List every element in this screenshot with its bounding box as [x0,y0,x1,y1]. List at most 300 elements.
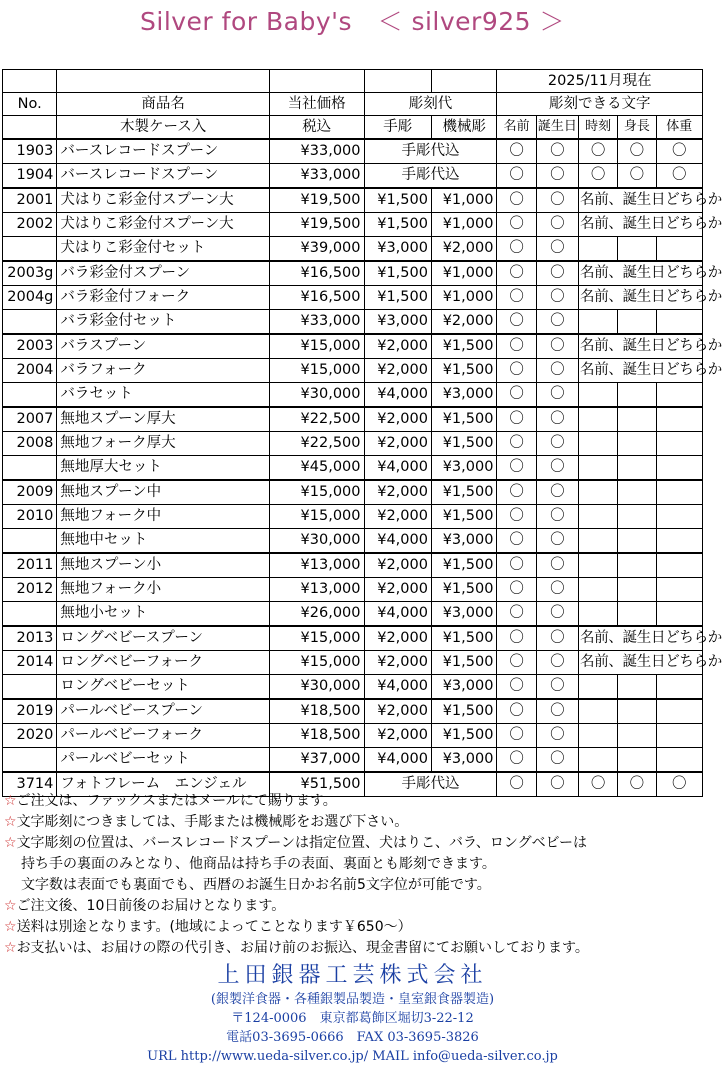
row-number: 2007 [3,407,57,432]
sub-hand-header: 手彫 [364,116,431,140]
row-chars-note: 名前、誕生日どちらか [579,188,703,213]
table-row [3,213,703,237]
row-number [3,310,57,335]
row-chars-height [618,310,656,335]
row-engrave-fee: 手彫代込 [364,139,497,164]
row-hand-fee: ¥4,000 [364,602,431,627]
row-machine-fee: ¥1,500 [431,432,496,456]
row-chars-time [579,407,618,432]
row-chars-birthday: 〇 [536,602,578,627]
row-chars-birthday: 〇 [536,213,578,237]
row-price: ¥33,000 [269,164,364,189]
row-chars-time [579,602,618,627]
sub-name-header: 木製ケース入 [57,116,269,140]
notes-list [4,791,704,959]
row-chars-note: 名前、誕生日どちらか [579,213,703,237]
note-text: ご注文は、ファックスまたはメールにて賜ります。 [16,793,337,809]
row-machine-fee: ¥3,000 [431,383,496,408]
row-hand-fee: ¥2,000 [364,407,431,432]
row-chars-time [579,748,618,773]
row-chars-name: 〇 [497,164,536,189]
sub-birthday-header: 誕生日 [536,116,578,140]
row-chars-height [618,407,656,432]
row-number: 2001 [3,188,57,213]
row-engrave-fee: 手彫代込 [364,164,497,189]
row-machine-fee: ¥1,000 [431,213,496,237]
row-hand-fee: ¥1,500 [364,261,431,286]
row-product-name: バラフォーク [57,359,269,383]
row-chars-time [579,505,618,529]
row-chars-name: 〇 [497,188,536,213]
row-product-name: バラ彩金付セット [57,310,269,335]
row-price: ¥15,000 [269,505,364,529]
row-product-name: 無地スプーン中 [57,480,269,505]
company-phone: 電話03-3695-0666 FAX 03-3695-3826 [226,1030,479,1045]
table-row [3,407,703,432]
row-product-name: パールベビースプーン [57,699,269,724]
row-machine-fee: ¥1,500 [431,407,496,432]
row-hand-fee: ¥1,500 [364,286,431,310]
row-price: ¥16,500 [269,286,364,310]
table-row [3,699,703,724]
row-product-name: バラ彩金付スプーン [57,261,269,286]
row-hand-fee: ¥2,000 [364,699,431,724]
row-chars-height [618,675,656,700]
row-product-name: 無地フォーク厚大 [57,432,269,456]
page-title: Silver for Baby's ＜ silver925 ＞ [140,7,565,36]
row-machine-fee: ¥1,500 [431,553,496,578]
row-chars-weight [656,407,702,432]
row-price: ¥19,500 [269,188,364,213]
row-chars-time [579,529,618,554]
row-chars-name: 〇 [497,772,536,797]
star-icon: ☆ [4,835,17,851]
table-row [3,480,703,505]
row-chars-time: 〇 [579,772,618,797]
row-chars-birthday: 〇 [536,553,578,578]
row-price: ¥15,000 [269,334,364,359]
row-number: 2002 [3,213,57,237]
row-number: 2019 [3,699,57,724]
row-price: ¥22,500 [269,407,364,432]
row-chars-name: 〇 [497,383,536,408]
star-icon: ☆ [4,814,17,830]
row-hand-fee: ¥2,000 [364,359,431,383]
note-text: 文字数は表面でも裏面でも、西暦のお誕生日かお名前5文字位が可能です。 [21,877,491,893]
row-chars-birthday: 〇 [536,651,578,675]
row-number: 2011 [3,553,57,578]
row-chars-name: 〇 [497,139,536,164]
row-machine-fee: ¥3,000 [431,748,496,773]
row-product-name: パールベビーセット [57,748,269,773]
row-price: ¥37,000 [269,748,364,773]
row-chars-weight [656,602,702,627]
row-number: 2020 [3,724,57,748]
row-number: 2010 [3,505,57,529]
note-text: 文字彫刻につきましては、手彫または機械彫をお選び下さい。 [16,814,409,830]
row-chars-name: 〇 [497,310,536,335]
sub-machine-header: 機械彫 [431,116,496,140]
row-machine-fee: ¥1,500 [431,626,496,651]
row-chars-name: 〇 [497,261,536,286]
row-chars-weight [656,432,702,456]
row-hand-fee: ¥2,000 [364,505,431,529]
table-row [3,237,703,262]
company-name: 上田銀器工芸株式会社 [217,963,488,988]
row-machine-fee: ¥1,500 [431,651,496,675]
row-price: ¥22,500 [269,432,364,456]
row-number: 1903 [3,139,57,164]
row-product-name: バラスプーン [57,334,269,359]
row-chars-birthday: 〇 [536,432,578,456]
row-machine-fee: ¥1,500 [431,505,496,529]
row-hand-fee: ¥2,000 [364,626,431,651]
row-chars-name: 〇 [497,699,536,724]
row-chars-height: 〇 [618,772,656,797]
row-chars-weight [656,529,702,554]
table-row [3,578,703,602]
sub-height-header: 身長 [618,116,656,140]
table-row [3,188,703,213]
table-row [3,359,703,383]
row-chars-note: 名前、誕生日どちらか [579,286,703,310]
table-row [3,602,703,627]
row-product-name: 無地スプーン小 [57,553,269,578]
row-product-name: バースレコードスプーン [57,164,269,189]
row-chars-time [579,480,618,505]
row-chars-time [579,456,618,481]
row-chars-weight [656,237,702,262]
row-chars-weight [656,505,702,529]
row-chars-name: 〇 [497,651,536,675]
row-chars-birthday: 〇 [536,505,578,529]
row-chars-time [579,383,618,408]
row-chars-weight [656,675,702,700]
row-chars-birthday: 〇 [536,456,578,481]
col-engrave-chars-header: 彫刻できる文字 [497,93,703,116]
row-chars-note: 名前、誕生日どちらか [579,359,703,383]
row-number: 2008 [3,432,57,456]
row-price: ¥51,500 [269,772,364,797]
row-chars-weight [656,310,702,335]
row-chars-name: 〇 [497,578,536,602]
row-product-name: バースレコードスプーン [57,139,269,164]
row-price: ¥15,000 [269,651,364,675]
row-product-name: 無地厚大セット [57,456,269,481]
row-chars-name: 〇 [497,480,536,505]
table-row [3,432,703,456]
row-hand-fee: ¥2,000 [364,578,431,602]
row-chars-weight [656,724,702,748]
company-info [0,962,705,1066]
row-chars-height [618,748,656,773]
table-row [3,724,703,748]
row-chars-time [579,310,618,335]
row-chars-weight [656,553,702,578]
row-number: 2003 [3,334,57,359]
row-number [3,383,57,408]
row-price: ¥26,000 [269,602,364,627]
row-machine-fee: ¥3,000 [431,675,496,700]
row-machine-fee: ¥1,500 [431,480,496,505]
row-chars-birthday: 〇 [536,699,578,724]
row-product-name: 犬はりこ彩金付セット [57,237,269,262]
row-machine-fee: ¥1,000 [431,286,496,310]
row-chars-weight [656,383,702,408]
row-chars-birthday: 〇 [536,626,578,651]
note-text: 送料は別途となります。(地域によってことなります￥650～） [16,919,412,935]
date-label: 2025/11月現在 [497,70,703,93]
row-product-name: ロングベビーセット [57,675,269,700]
row-price: ¥18,500 [269,699,364,724]
row-price: ¥39,000 [269,237,364,262]
row-chars-name: 〇 [497,553,536,578]
row-chars-height [618,578,656,602]
star-icon: ☆ [4,940,17,956]
row-hand-fee: ¥2,000 [364,480,431,505]
star-icon: ☆ [4,793,17,809]
col-price-header: 当社価格 [269,93,364,116]
row-product-name: バラセット [57,383,269,408]
table-row [3,334,703,359]
row-chars-note: 名前、誕生日どちらか [579,626,703,651]
table-row [3,456,703,481]
row-chars-time [579,724,618,748]
row-chars-birthday: 〇 [536,480,578,505]
row-hand-fee: ¥4,000 [364,383,431,408]
row-chars-height [618,432,656,456]
row-chars-name: 〇 [497,505,536,529]
row-number [3,529,57,554]
row-price: ¥30,000 [269,675,364,700]
row-machine-fee: ¥2,000 [431,237,496,262]
row-chars-weight [656,456,702,481]
company-web: URL http://www.ueda-silver.co.jp/ MAIL info@ueda-silver.co.jp [147,1049,558,1064]
row-price: ¥18,500 [269,724,364,748]
row-product-name: フォトフレーム エンジェル [57,772,269,797]
row-chars-name: 〇 [497,286,536,310]
row-machine-fee: ¥3,000 [431,529,496,554]
row-machine-fee: ¥1,500 [431,699,496,724]
row-hand-fee: ¥1,500 [364,188,431,213]
table-row [3,383,703,408]
row-chars-birthday: 〇 [536,286,578,310]
row-chars-height: 〇 [618,139,656,164]
row-chars-birthday: 〇 [536,675,578,700]
col-engrave-fee-header: 彫刻代 [364,93,497,116]
row-number: 1904 [3,164,57,189]
row-number: 3714 [3,772,57,797]
note-item [4,896,704,917]
row-chars-time: 〇 [579,164,618,189]
row-chars-note: 名前、誕生日どちらか [579,651,703,675]
table-row [3,553,703,578]
row-hand-fee: ¥2,000 [364,724,431,748]
row-chars-birthday: 〇 [536,310,578,335]
row-hand-fee: ¥4,000 [364,456,431,481]
row-product-name: パールベビーフォーク [57,724,269,748]
row-chars-birthday: 〇 [536,237,578,262]
note-item [4,812,704,833]
row-number [3,456,57,481]
row-chars-birthday: 〇 [536,383,578,408]
row-machine-fee: ¥3,000 [431,602,496,627]
row-product-name: ロングベビーフォーク [57,651,269,675]
row-chars-name: 〇 [497,748,536,773]
row-product-name: 無地スプーン厚大 [57,407,269,432]
row-chars-name: 〇 [497,456,536,481]
row-chars-name: 〇 [497,675,536,700]
table-row [3,651,703,675]
row-number: 2004g [3,286,57,310]
row-chars-height [618,553,656,578]
row-chars-birthday: 〇 [536,748,578,773]
table-row [3,310,703,335]
row-chars-time [579,432,618,456]
note-item [4,875,704,896]
row-hand-fee: ¥4,000 [364,529,431,554]
row-price: ¥13,000 [269,578,364,602]
row-number [3,675,57,700]
row-chars-height [618,724,656,748]
row-chars-time [579,553,618,578]
row-price: ¥45,000 [269,456,364,481]
company-description: (銀製洋食器・各種銀製品製造・皇室銀食器製造) [210,992,495,1007]
row-chars-name: 〇 [497,407,536,432]
row-chars-weight [656,480,702,505]
sub-name-chars-header: 名前 [497,116,536,140]
row-chars-weight: 〇 [656,164,702,189]
row-hand-fee: ¥2,000 [364,334,431,359]
row-product-name: 無地フォーク中 [57,505,269,529]
row-price: ¥15,000 [269,480,364,505]
row-chars-birthday: 〇 [536,261,578,286]
row-price: ¥16,500 [269,261,364,286]
note-item [4,854,704,875]
row-chars-name: 〇 [497,334,536,359]
table-row [3,505,703,529]
row-chars-height [618,383,656,408]
row-chars-time [579,675,618,700]
row-chars-birthday: 〇 [536,529,578,554]
row-chars-height [618,602,656,627]
row-number [3,237,57,262]
row-product-name: 犬はりこ彩金付スプーン大 [57,213,269,237]
row-machine-fee: ¥2,000 [431,310,496,335]
table-row [3,529,703,554]
note-text: 文字彫刻の位置は、バースレコードスプーンは指定位置、犬はりこ、バラ、ロングベビーは [16,835,588,851]
row-chars-weight [656,699,702,724]
row-chars-birthday: 〇 [536,578,578,602]
row-chars-height: 〇 [618,164,656,189]
note-item [4,917,704,938]
row-hand-fee: ¥2,000 [364,432,431,456]
row-number: 2004 [3,359,57,383]
row-hand-fee: ¥3,000 [364,237,431,262]
row-chars-height [618,699,656,724]
row-chars-note: 名前、誕生日どちらか [579,334,703,359]
row-chars-birthday: 〇 [536,139,578,164]
row-chars-height [618,505,656,529]
row-chars-name: 〇 [497,529,536,554]
row-machine-fee: ¥3,000 [431,456,496,481]
sub-price-header: 税込 [269,116,364,140]
row-machine-fee: ¥1,500 [431,578,496,602]
row-price: ¥13,000 [269,553,364,578]
row-product-name: 無地フォーク小 [57,578,269,602]
row-hand-fee: ¥1,500 [364,213,431,237]
star-icon: ☆ [4,919,17,935]
row-number [3,748,57,773]
row-number: 2009 [3,480,57,505]
table-row [3,626,703,651]
row-price: ¥30,000 [269,383,364,408]
row-chars-weight: 〇 [656,772,702,797]
row-chars-birthday: 〇 [536,359,578,383]
star-icon: ☆ [4,898,17,914]
row-chars-name: 〇 [497,602,536,627]
row-chars-birthday: 〇 [536,334,578,359]
row-hand-fee: ¥2,000 [364,651,431,675]
row-number [3,602,57,627]
row-chars-time [579,237,618,262]
row-engrave-fee: 手彫代込 [364,772,497,797]
note-item [4,791,704,812]
row-product-name: 無地中セット [57,529,269,554]
row-number: 2013 [3,626,57,651]
row-machine-fee: ¥1,500 [431,334,496,359]
note-item [4,833,704,854]
row-hand-fee: ¥4,000 [364,748,431,773]
row-chars-birthday: 〇 [536,724,578,748]
row-chars-weight [656,748,702,773]
row-chars-name: 〇 [497,359,536,383]
note-text: 持ち手の裏面のみとなり、他商品は持ち手の表面、裏面とも彫刻できます。 [21,856,496,872]
row-chars-birthday: 〇 [536,164,578,189]
row-price: ¥33,000 [269,139,364,164]
col-no-header: No. [3,93,57,116]
row-product-name: 無地小セット [57,602,269,627]
note-item [4,938,704,959]
sub-weight-header: 体重 [656,116,702,140]
note-text: お支払いは、お届けの際の代引き、お届け前のお振込、現金書留にてお願いしております。 [16,940,589,956]
row-machine-fee: ¥1,000 [431,188,496,213]
row-chars-name: 〇 [497,626,536,651]
row-number: 2014 [3,651,57,675]
row-chars-weight [656,578,702,602]
row-chars-birthday: 〇 [536,772,578,797]
table-row [3,164,703,189]
row-chars-height [618,237,656,262]
row-price: ¥19,500 [269,213,364,237]
row-chars-time: 〇 [579,139,618,164]
table-row [3,286,703,310]
row-chars-height [618,529,656,554]
row-chars-time [579,578,618,602]
table-row [3,675,703,700]
row-chars-birthday: 〇 [536,407,578,432]
row-product-name: 犬はりこ彩金付スプーン大 [57,188,269,213]
row-price: ¥33,000 [269,310,364,335]
row-number: 2012 [3,578,57,602]
row-product-name: バラ彩金付フォーク [57,286,269,310]
row-chars-birthday: 〇 [536,188,578,213]
row-price: ¥30,000 [269,529,364,554]
row-machine-fee: ¥1,500 [431,359,496,383]
row-number: 2003g [3,261,57,286]
row-chars-height [618,456,656,481]
row-chars-name: 〇 [497,724,536,748]
